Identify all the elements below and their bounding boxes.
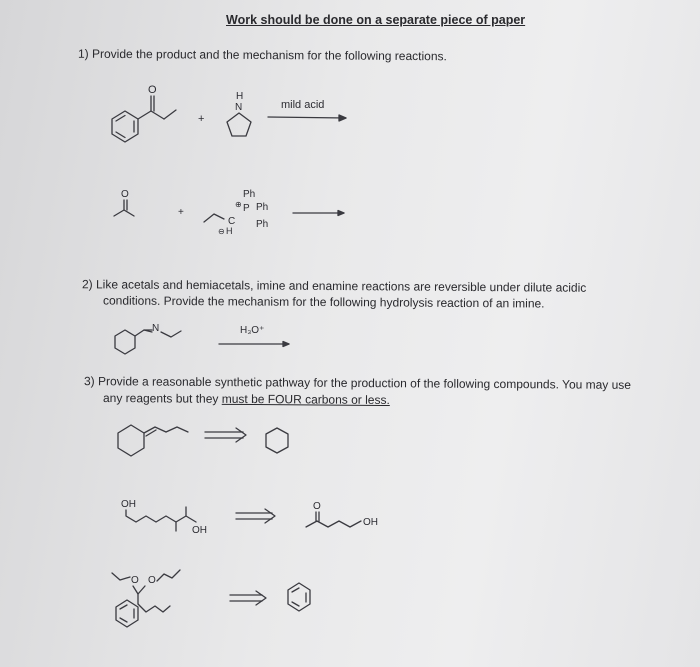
acetal-o-1: O xyxy=(131,575,139,586)
reagent-h3o: H₃O⁺ xyxy=(240,325,265,336)
question-1-text: 1) Provide the product and the mechanism for the following reactions. xyxy=(77,46,447,64)
plus-sign-1a: + xyxy=(198,113,205,125)
page-title: Work should be done on a separate piece of paper xyxy=(226,13,526,27)
benzene-ring-start-3 xyxy=(116,600,138,627)
imine-n-atom: N xyxy=(152,323,160,334)
question-3-line-2-plain: any reagents but they xyxy=(102,390,222,406)
atom-o-1a: O xyxy=(148,84,157,96)
product2-oh: OH xyxy=(363,517,378,528)
benzene-ring-target-3 xyxy=(288,583,310,611)
reaction-conditions-1a: mild acid xyxy=(281,99,325,111)
ylide-h-atom: H xyxy=(226,226,233,236)
ylide-plus-charge: ⊕ xyxy=(235,200,242,209)
ylide-ph-bottom: Ph xyxy=(256,219,269,230)
question-2-line-2: conditions. Provide the mechanism for the following hydrolysis reaction of an imine. xyxy=(102,293,545,311)
plus-sign-1b: + xyxy=(178,207,184,218)
atom-o-ketone: O xyxy=(121,189,129,200)
ylide-ph-right: Ph xyxy=(256,202,269,213)
ylide-ph-top: Ph xyxy=(243,189,256,200)
question-3-constraint: must be FOUR carbons or less. xyxy=(221,391,390,408)
question-2-line-1: 2) Like acetals and hemiacetals, imine and enamine reactions are reversible under dilute acidic xyxy=(81,277,587,295)
acetal-carbon xyxy=(133,586,145,594)
retro-arrow-3 xyxy=(230,591,266,605)
acetal-start xyxy=(112,570,180,627)
diol-oh-bottom: OH xyxy=(192,525,207,536)
atom-h-amine: H xyxy=(236,91,244,102)
question-3-line-1: 3) Provide a reasonable synthetic pathway for the production of the following compounds. You may use xyxy=(83,374,632,392)
diol-oh-top: OH xyxy=(121,499,136,510)
ylide-minus-charge: ⊖ xyxy=(218,227,225,236)
ylide-c-atom: C xyxy=(228,216,236,227)
acetal-o-2: O xyxy=(148,575,156,586)
atom-n-amine: N xyxy=(235,102,243,113)
ylide-p-atom: P xyxy=(243,203,250,214)
product2-o-atom: O xyxy=(313,501,321,512)
